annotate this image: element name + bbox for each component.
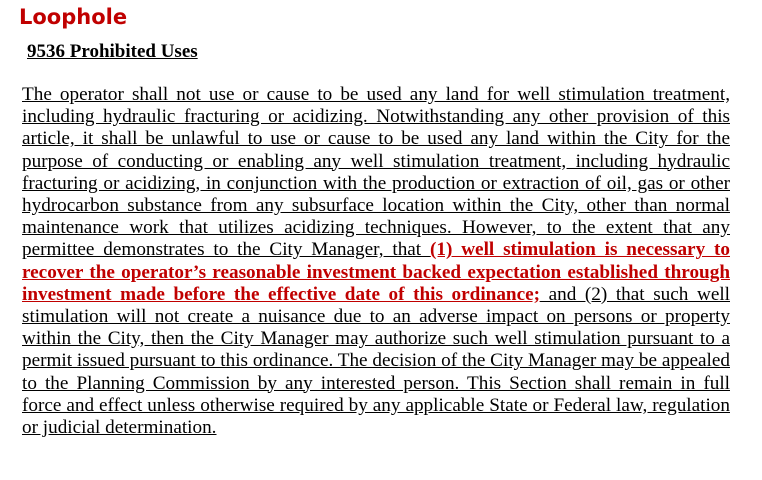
paragraph-text-part-1: The operator shall not use or cause to be used any land for well stimulation treatment, including hydraulic fracturing or acidizing. Notwithstanding any other provision of this article, it shall be unlawful to use or cause to be used any land within the City for the purpose of conducting or enabling any well stimulation treatment, including hydraulic fracturing or acidizing, in conjunction with the production or extraction of oil, gas or other hydrocarbon substance from any subsurface location within the City, other than normal maintenance work that utilizes acidizing techniques. However, to the extent that any permittee demonstrates to the City Manager, that [22, 84, 730, 261]
slide-heading: Loophole [19, 5, 128, 29]
ordinance-paragraph [22, 84, 730, 439]
highlighted-loophole-clause: (1) well stimulation is necessary to recover the operator’s reasonable investment backed expectation established through investment made before the effective date of this ordinance; [22, 239, 730, 305]
section-title: 9536 Prohibited Uses [27, 41, 198, 62]
paragraph-text-part-2: and (2) that such well stimulation will not create a nuisance due to an adverse impact on persons or property within the City, then the City Manager may authorize such well stimulation pursuant to a permit issued pursuant to this ordinance. The decision of the City Manager may be appealed to the Planning Commission by any interested person. This Section shall remain in full force and effect unless otherwise required by any applicable State or Federal law, regulation or judicial determination. [22, 283, 730, 439]
